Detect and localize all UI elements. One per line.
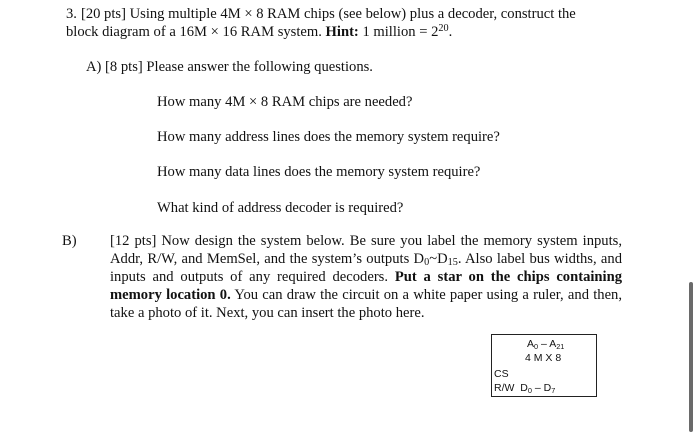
question-header — [66, 5, 576, 23]
section-a-title: A) [8 pts] Please answer the following questions. — [86, 59, 373, 75]
chip-rw-data-label: R/W $D_0 - D_7$ — [494, 382, 556, 395]
ram-chip-diagram — [491, 334, 597, 397]
question-number: 3. — [66, 6, 77, 22]
question-header-text-2: block diagram of a 16M × 16 RAM system. — [66, 24, 322, 40]
question-a1: How many 4M × 8 RAM chips are needed? — [157, 94, 413, 110]
vertical-scrollbar[interactable] — [689, 282, 693, 432]
section-b-bold: Put a star on the chips containing memory location 0. — [110, 269, 622, 303]
hint-exponent: 20 — [438, 23, 449, 34]
hint-text: 1 million = 2 — [362, 24, 439, 40]
question-header-line2 — [66, 23, 452, 41]
question-header-text: [20 pts] Using multiple 4M × 8 RAM chips (see below) plus a decoder, construct the — [80, 6, 576, 22]
section-b-text-3: . Also label bus widths, and inputs and outputs of any required decoders. — [110, 251, 622, 285]
hint-end: . — [448, 24, 453, 40]
chip-address-label: $A_0 - A_{21}$ — [527, 338, 565, 351]
question-a4: What kind of address decoder is required? — [157, 200, 404, 216]
section-b-text-1: [12 pts] Now design the system below. Be sure you label the memory system inputs, Addr, R/W, and MemSel, and the system’s outputs D — [110, 233, 622, 267]
chip-size-label: 4 M X 8 — [525, 352, 562, 364]
chip-cs-label: CS — [494, 368, 509, 380]
hint-label: Hint: — [325, 24, 359, 40]
section-b-sub-15: 15 — [447, 257, 458, 268]
question-a3: How many data lines does the memory system require? — [157, 164, 481, 180]
section-b-sub-0: 0 — [424, 257, 430, 268]
question-a2: How many address lines does the memory system require? — [157, 129, 500, 145]
section-b-text-2: ~D — [429, 251, 448, 267]
section-b — [62, 232, 623, 322]
section-b-text-4: You can draw the circuit on a white paper using a ruler, and then, take a photo of it. Next, you can insert the photo here. — [110, 287, 623, 321]
section-b-label: B) — [62, 233, 77, 249]
